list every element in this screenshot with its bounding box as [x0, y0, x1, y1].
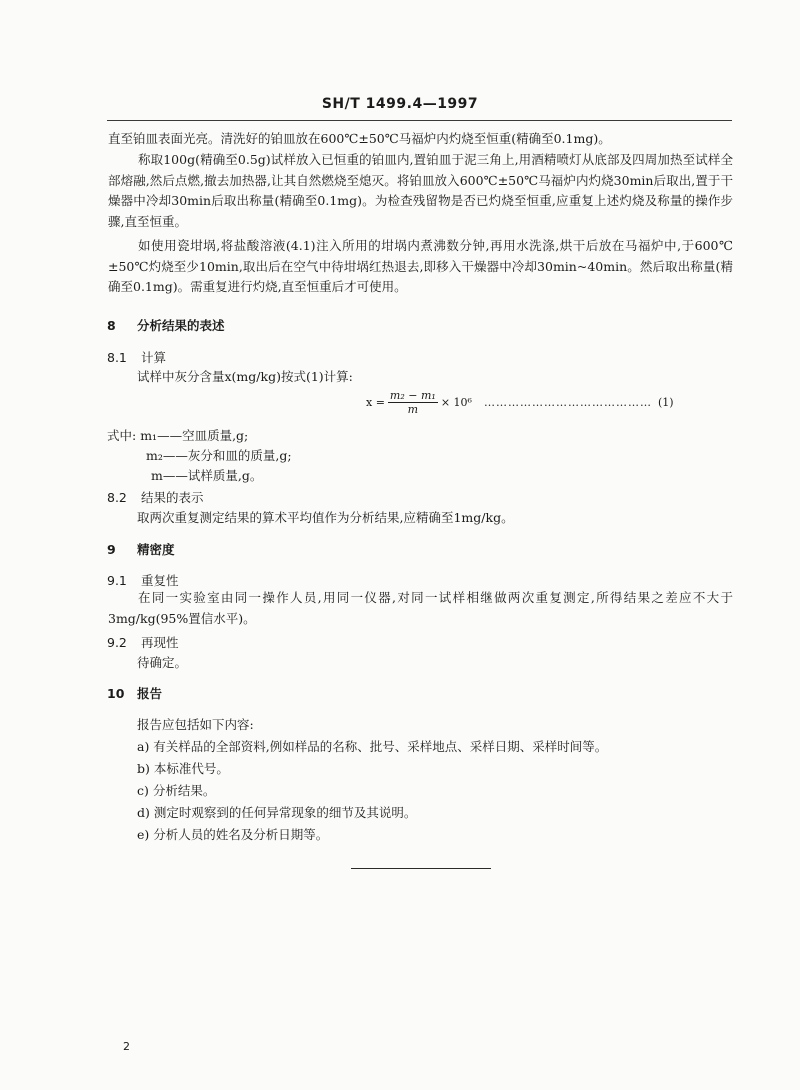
section-title: 分析结果的表述	[137, 318, 225, 333]
subsection-number: 8.2	[107, 490, 127, 505]
report-item-a: a) 有关样品的全部资料,例如样品的名称、批号、采样地点、采样日期、采样时间等。	[137, 739, 608, 754]
where-m1: m₁——空皿质量,g;	[140, 428, 249, 443]
subsection-title: 重复性	[141, 573, 179, 588]
end-of-standard-rule	[351, 868, 491, 869]
report-item-c: c) 分析结果。	[137, 783, 216, 798]
report-item-b: b) 本标准代号。	[137, 761, 229, 776]
where-m: m——试样质量,g。	[151, 468, 263, 483]
section-10-heading	[107, 684, 162, 702]
formula-leader-dots: ……………………………………	[483, 396, 652, 409]
subsection-number: 9.2	[107, 635, 127, 650]
result-expression-text: 取两次重复测定结果的算术平均值作为分析结果,应精确至1mg/kg。	[137, 510, 514, 525]
section-number: 10	[107, 686, 125, 701]
calc-intro-text: 试样中灰分含量x(mg/kg)按式(1)计算:	[137, 369, 353, 384]
subsection-8-2-heading	[107, 488, 204, 506]
intro-paragraph-2: 称取100g(精确至0.5g)试样放入已恒重的铂皿内,置铂皿于泥三角上,用酒精喷灯从底部及四周加热至试样全部熔融,然后点燃,撤去加热器,让其自然燃烧至熄灭。将铂皿放入600℃±50℃马福炉内灼烧30min后取出,置于干燥器中冷却30min后取出称量(精确至0.1mg)。为检查残留物是否已灼烧至恒重,应重复上述灼烧及称量的操作步骤,直至恒重。	[108, 152, 733, 229]
section-title: 报告	[137, 686, 163, 701]
formula-numerator: m₂ − m₁	[389, 389, 436, 402]
subsection-9-1-heading	[107, 571, 179, 589]
page-number: 2	[123, 1040, 130, 1053]
report-intro: 报告应包括如下内容:	[137, 717, 254, 732]
subsection-9-2-heading	[107, 633, 179, 651]
section-title: 精密度	[137, 542, 175, 557]
header-rule	[107, 120, 732, 121]
subsection-title: 结果的表示	[141, 490, 204, 505]
subsection-8-1-heading	[107, 348, 166, 366]
standard-code-header: SH/T 1499.4—1997	[321, 96, 479, 112]
reproducibility-text: 待确定。	[137, 655, 188, 670]
formula-factor: × 10⁶	[440, 396, 472, 409]
formula-lhs: x =	[366, 396, 385, 409]
subsection-number: 9.1	[107, 573, 127, 588]
intro-paragraph-1: 直至铂皿表面光亮。清洗好的铂皿放在600℃±50℃马福炉内灼烧至恒重(精确至0.1mg)。	[108, 131, 611, 146]
formula-denominator: m	[407, 403, 419, 416]
where-m2: m₂——灰分和皿的质量,g;	[146, 448, 292, 463]
repeatability-text: 在同一实验室由同一操作人员,用同一仪器,对同一试样相继做两次重复测定,所得结果之差应不大于3mg/kg(95%置信水平)。	[108, 590, 733, 626]
subsection-title: 计算	[141, 350, 167, 365]
section-number: 9	[107, 542, 116, 557]
where-intro: 式中:	[107, 428, 137, 443]
section-8-heading	[107, 316, 225, 334]
equation-number: (1)	[657, 396, 674, 409]
section-9-heading	[107, 540, 175, 558]
subsection-number: 8.1	[107, 350, 127, 365]
intro-paragraph-3: 如使用瓷坩埚,将盐酸溶液(4.1)注入所用的坩埚内煮沸数分钟,再用水洗涤,烘干后放在马福炉中,于600℃±50℃灼烧至少10min,取出后在空气中待坩埚红热退去,即移入干燥器中冷却30min~40min。然后取出称量(精确至0.1mg)。需重复进行灼烧,直至恒重后才可使用。	[108, 238, 733, 294]
report-item-e: e) 分析人员的姓名及分析日期等。	[137, 827, 329, 842]
where-clause	[107, 426, 248, 444]
formula-fraction	[388, 389, 438, 416]
section-number: 8	[107, 318, 116, 333]
subsection-title: 再现性	[141, 635, 179, 650]
report-item-d: d) 测定时观察到的任何异常现象的细节及其说明。	[137, 805, 417, 820]
ash-content-formula	[366, 389, 674, 416]
